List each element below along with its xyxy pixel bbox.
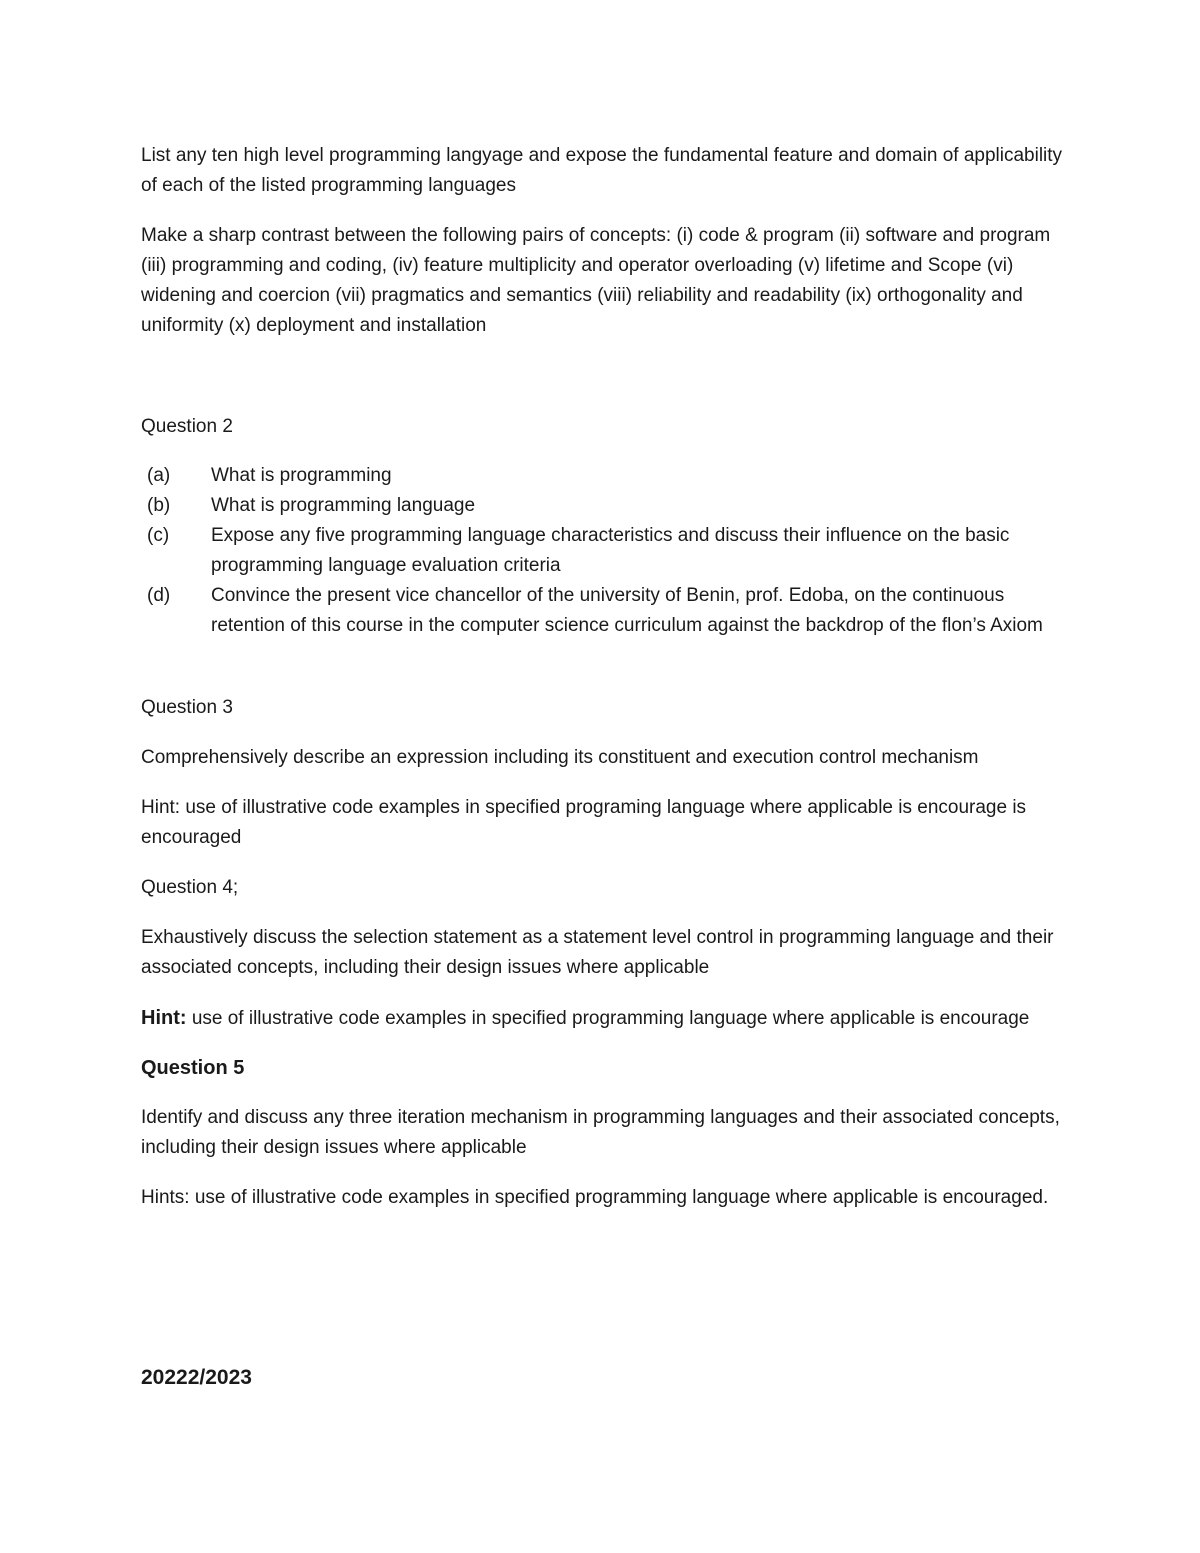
list-item-text: Convince the present vice chancellor of the university of Benin, prof. Edoba, on the continuous retention of this course in the computer science curriculum against the backdrop of the flon’s Axiom	[211, 585, 1043, 636]
question-2-heading: Question 2	[141, 416, 233, 437]
question-2-list	[141, 461, 1071, 641]
list-marker: (a)	[147, 465, 171, 486]
list-item	[141, 521, 1071, 581]
list-marker: (b)	[147, 495, 171, 516]
q1-paragraph-languages: List any ten high level programming langyage and expose the fundamental feature and domain of applicability of each of the listed programming languages	[141, 145, 1063, 196]
hint-text: use of illustrative code examples in specified programming language where applicable is encourage	[186, 1008, 1030, 1029]
question-3-body: Comprehensively describe an expression including its constituent and execution control mechanism	[141, 747, 979, 768]
question-3-hint: Hint: use of illustrative code examples in specified programing language where applicable is encourage is encouraged	[141, 797, 1027, 848]
question-4-hint	[141, 1003, 1071, 1034]
question-4-heading: Question 4;	[141, 877, 239, 898]
list-item	[141, 461, 1071, 491]
question-5-hint: Hints: use of illustrative code examples in specified programming language where applicable is encouraged.	[141, 1187, 1049, 1208]
list-marker: (d)	[147, 585, 171, 606]
list-item-text: What is programming	[211, 465, 392, 486]
list-marker: (c)	[147, 525, 170, 546]
question-5-body: Identify and discuss any three iteration mechanism in programming languages and their associated concepts, including their design issues where applicable	[141, 1107, 1060, 1158]
question-4-body: Exhaustively discuss the selection statement as a statement level control in programming language and their associated concepts, including their design issues where applicable	[141, 927, 1054, 978]
question-3-heading: Question 3	[141, 697, 233, 718]
hint-label: Hint:	[141, 1007, 187, 1029]
question-5-heading: Question 5	[141, 1057, 245, 1079]
academic-year: 20222/2023	[141, 1366, 252, 1389]
list-item-text: Expose any five programming language characteristics and discuss their influence on the basic programming language evaluation criteria	[211, 525, 1010, 576]
list-item	[141, 491, 1071, 521]
list-item	[141, 581, 1071, 641]
q1-paragraph-contrast: Make a sharp contrast between the following pairs of concepts: (i) code & program (ii) software and program (iii) programming and coding, (iv) feature multiplicity and operator overloading (v) lifetime and Scope (vi) widening and coercion (vii) pragmatics and semantics (viii) reliability and readability (ix) orthogonality and uniformity (x) deployment and installation	[141, 225, 1051, 336]
list-item-text: What is programming language	[211, 495, 476, 516]
